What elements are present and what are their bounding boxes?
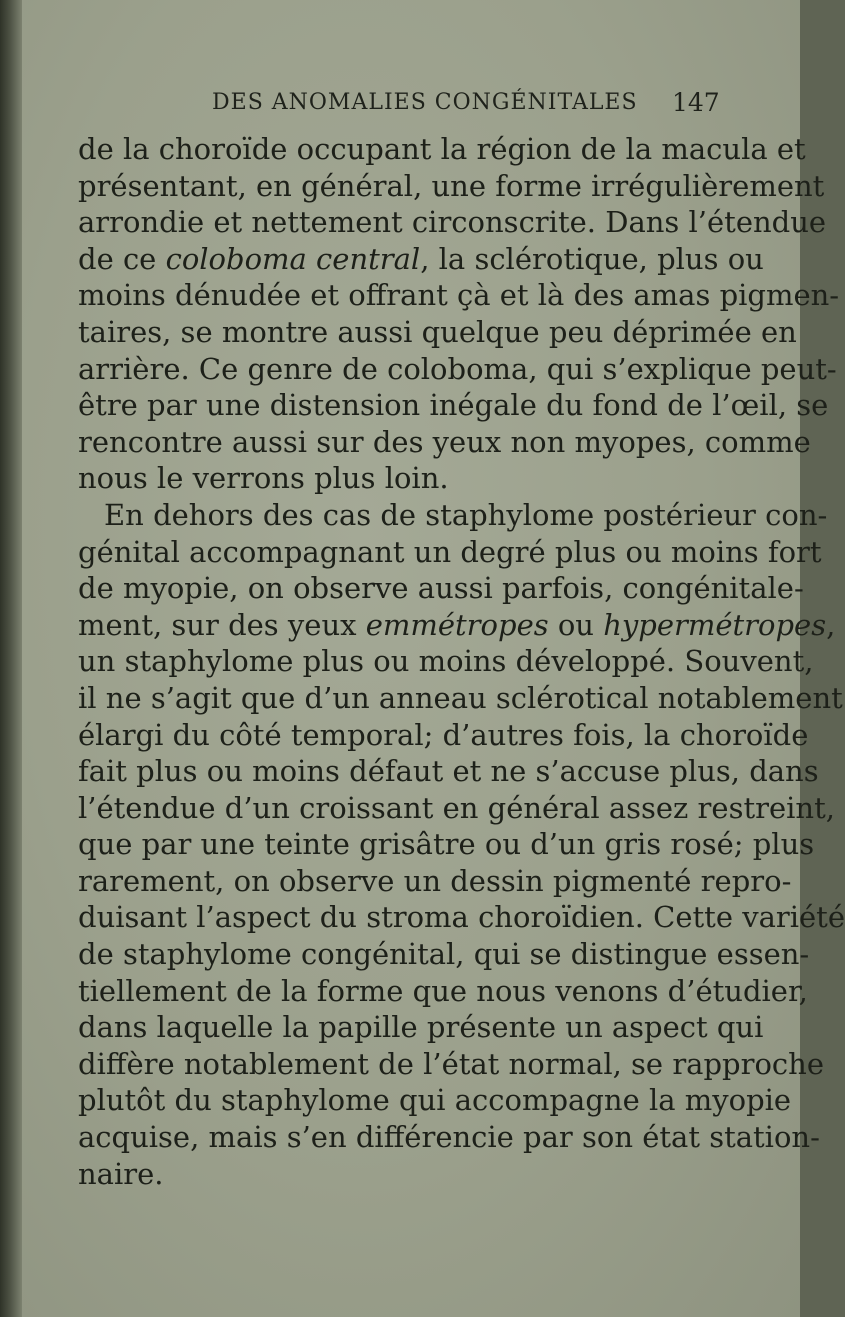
text-line: être par une distension inégale du fond de l’œil, se [78,388,829,423]
text-line: un staphylome plus ou moins développé. Souvent, [78,644,814,679]
page-number: 147 [672,88,720,117]
text-line: dans laquelle la papille présente un aspect qui [78,1010,764,1045]
paragraph-end-line: naire. [78,1156,164,1191]
text-line: moins dénudée et offrant çà et là des amas pigmen- [78,278,840,313]
text-line: élargi du côté temporal; d’autres fois, la choroïde [78,717,809,752]
text-line: fait plus ou moins défaut et ne s’accuse plus, dans [78,754,819,789]
text-line: que par une teinte grisâtre ou d’un gris rosé; plus [78,827,815,862]
paragraph-start-line: En dehors des cas de staphylome postérieur con- [104,497,828,532]
text-line: plutôt du staphylome qui accompagne la myopie [78,1083,792,1118]
text-line: de staphylome congénital, qui se distingue essen- [78,937,810,972]
text-line: arrondie et nettement circonscrite. Dans l’étendue [78,205,827,240]
paragraph-end-line: nous le verrons plus loin. [78,461,449,496]
text-line: rencontre aussi sur des yeux non myopes, comme [78,424,811,459]
text-line: ment, sur des yeux emmétropes ou hypermétropes, [78,607,836,642]
text-line: rarement, on observe un dessin pigmenté repro- [78,863,792,898]
text-line: duisant l’aspect du stroma choroïdien. Cette variété [78,900,845,935]
running-title: DES ANOMALIES CONGÉNITALES [212,90,638,115]
text-line: génital accompagnant un degré plus ou moins fort [78,534,822,569]
text-line: de myopie, on observe aussi parfois, congénitale- [78,571,804,606]
body-text [78,131,845,1192]
text-line: de la choroïde occupant la région de la macula et [78,132,806,166]
text-line: acquise, mais s’en différencie par son état station- [78,1120,820,1155]
text-line: taires, se montre aussi quelque peu déprimée en [78,314,797,349]
text-line: diffère notablement de l’état normal, se rapproche [78,1046,824,1081]
text-line: l’étendue d’un croissant en général assez restreint, [78,790,835,825]
text-line: tiellement de la forme que nous venons d’étudier, [78,973,808,1008]
page-header [0,84,800,128]
text-line: arrière. Ce genre de coloboma, qui s’explique peut- [78,351,837,386]
text-line: il ne s’agit que d’un anneau sclérotical notablement [78,680,843,715]
text-line: présentant, en général, une forme irrégulièrement [78,168,825,203]
book-spine-shadow [0,0,22,1317]
text-line: de ce coloboma central, la sclérotique, plus ou [78,241,764,276]
